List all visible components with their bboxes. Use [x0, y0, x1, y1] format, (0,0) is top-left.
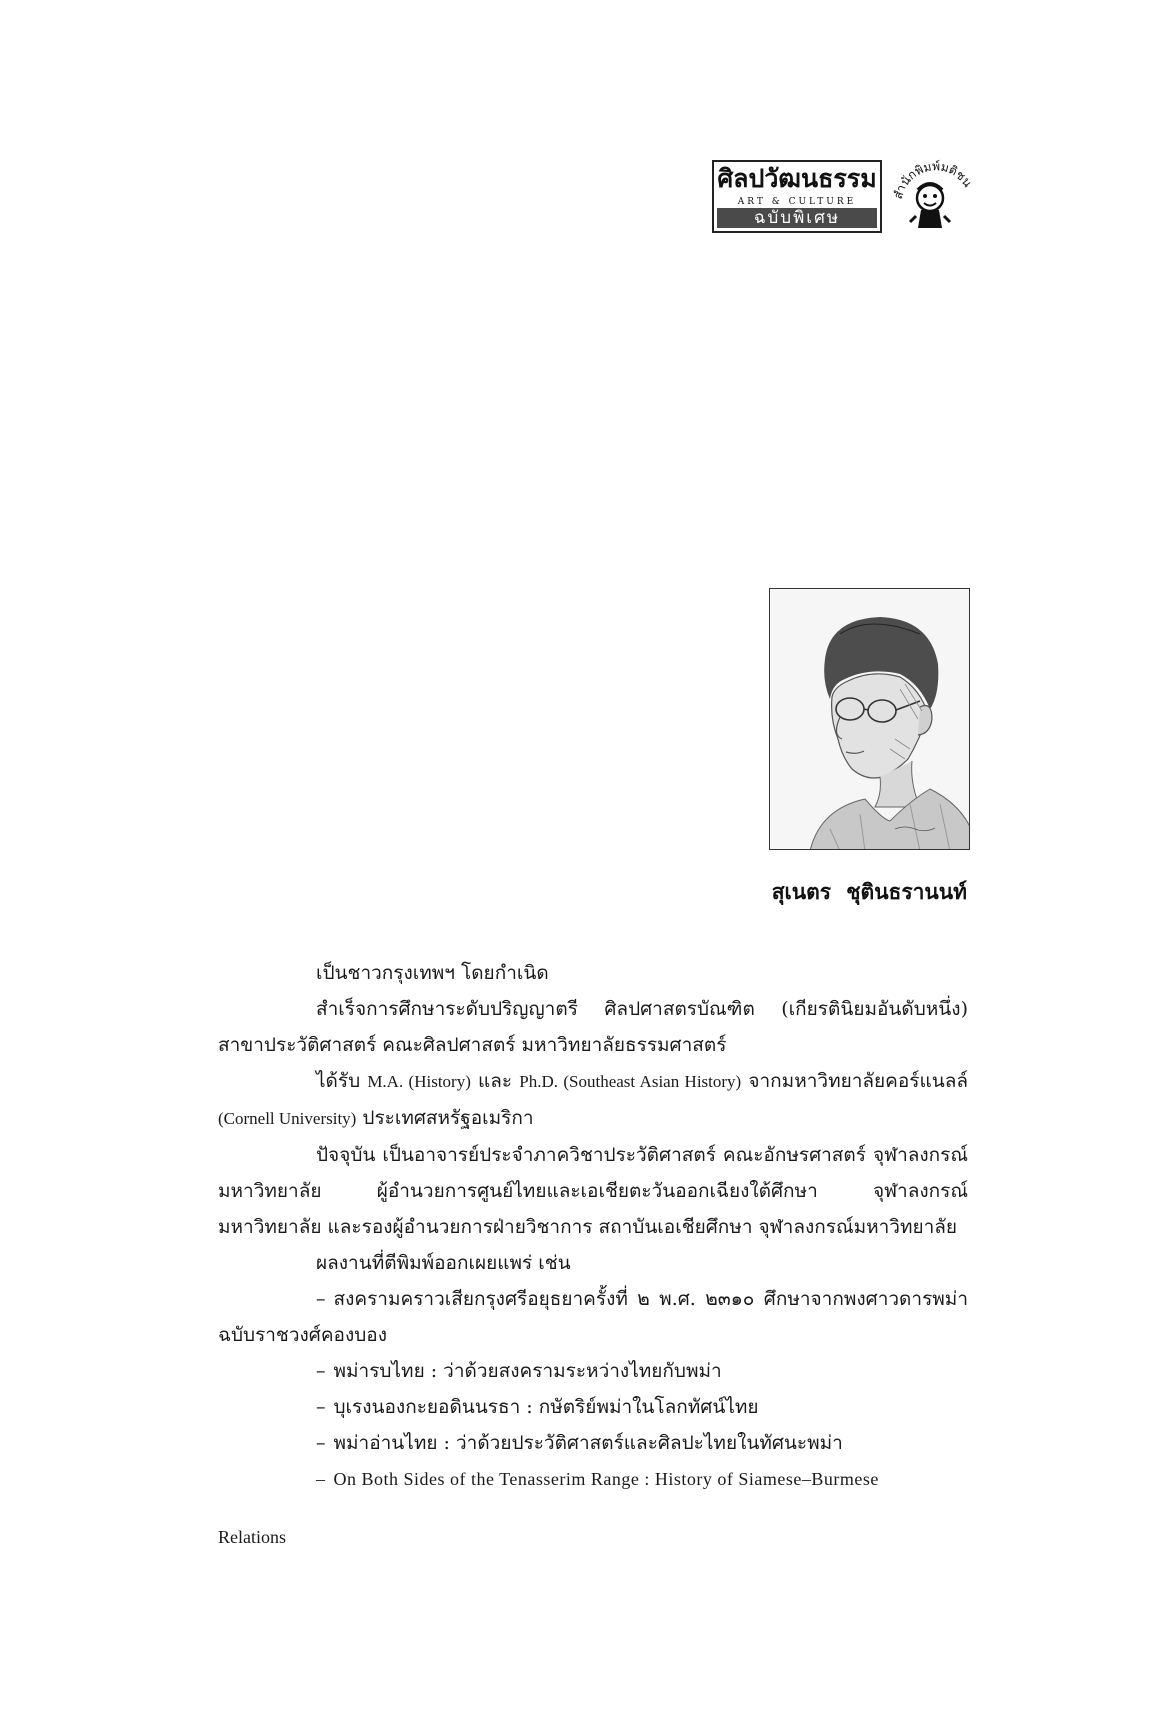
publisher-text: สำนักพิมพ์มติชน	[890, 159, 975, 201]
author-name: สุเนตร ชุตินธรานนท์	[771, 879, 967, 904]
bio-works-intro: ผลงานที่ตีพิมพ์ออกเผยแพร่ เช่น	[316, 1252, 571, 1274]
work-item: – สงครามคราวเสียกรุงศรีอยุธยาครั้งที่ ๒ พ.ศ. ๒๓๑๐ ศึกษาจากพงศาวดารพม่าฉบับราชวงศ์คองบอง	[218, 1288, 968, 1346]
bio-bachelor: สำเร็จการศึกษาระดับปริญญาตรี ศิลปศาสตรบัณฑิต (เกียรตินิยมอันดับหนึ่ง) สาขาประวัติศาสตร์ คณะศิลปศาสตร์ มหาวิทยาลัยธรรมศาสตร์	[218, 998, 968, 1056]
mascot-icon	[910, 184, 950, 228]
work-item-english: – On Both Sides of the Tenasserim Range : History of Siamese–Burmese	[316, 1469, 879, 1489]
degree-ma: M.A. (History)	[367, 1072, 471, 1091]
portrait-sketch	[770, 589, 970, 850]
bio-graduate: ได้รับ M.A. (History) และ Ph.D. (Southeast Asian History) จากมหาวิทยาลัยคอร์แนลล์ (Cornell University) ประเทศสหรัฐอเมริกา	[218, 1070, 969, 1129]
author-portrait	[769, 588, 970, 850]
cornell-name: (Cornell University)	[218, 1109, 357, 1128]
work-item: – พม่ารบไทย : ว่าด้วยสงครามระหว่างไทยกับพม่า	[316, 1360, 722, 1382]
author-bio	[218, 955, 968, 1573]
logo-subtitle: ART & CULTURE	[737, 197, 857, 207]
magazine-logo	[712, 160, 882, 233]
logo-title: ศิลปวัฒนธรรม	[717, 164, 877, 193]
bio-birthplace: เป็นชาวกรุงเทพฯ โดยกำเนิด	[316, 962, 549, 984]
bio-current-position: ปัจจุบัน เป็นอาจารย์ประจำภาควิชาประวัติศาสตร์ คณะอักษรศาสตร์ จุฬาลงกรณ์มหาวิทยาลัย ผู้อำนวยการศูนย์ไทยและเอเชียตะวันออกเฉียงใต้ศึกษา จุฬาลงกรณ์มหาวิทยาลัย และรองผู้อำนวยการฝ่ายวิชาการ สถาบันเอเชียศึกษา จุฬาลงกรณ์มหาวิทยาลัย	[218, 1144, 968, 1238]
work-item-english-tail: Relations	[218, 1527, 286, 1547]
degree-phd: Ph.D. (Southeast Asian History)	[519, 1072, 742, 1091]
work-item: – บุเรงนองกะยอดินนรธา : กษัตริย์พม่าในโลกทัศน์ไทย	[316, 1396, 759, 1418]
logo-band: ฉบับพิเศษ	[717, 208, 877, 228]
work-item: – พม่าอ่านไทย : ว่าด้วยประวัติศาสตร์และศิลปะไทยในทัศนะพม่า	[316, 1432, 843, 1454]
publisher-logo	[888, 150, 980, 245]
